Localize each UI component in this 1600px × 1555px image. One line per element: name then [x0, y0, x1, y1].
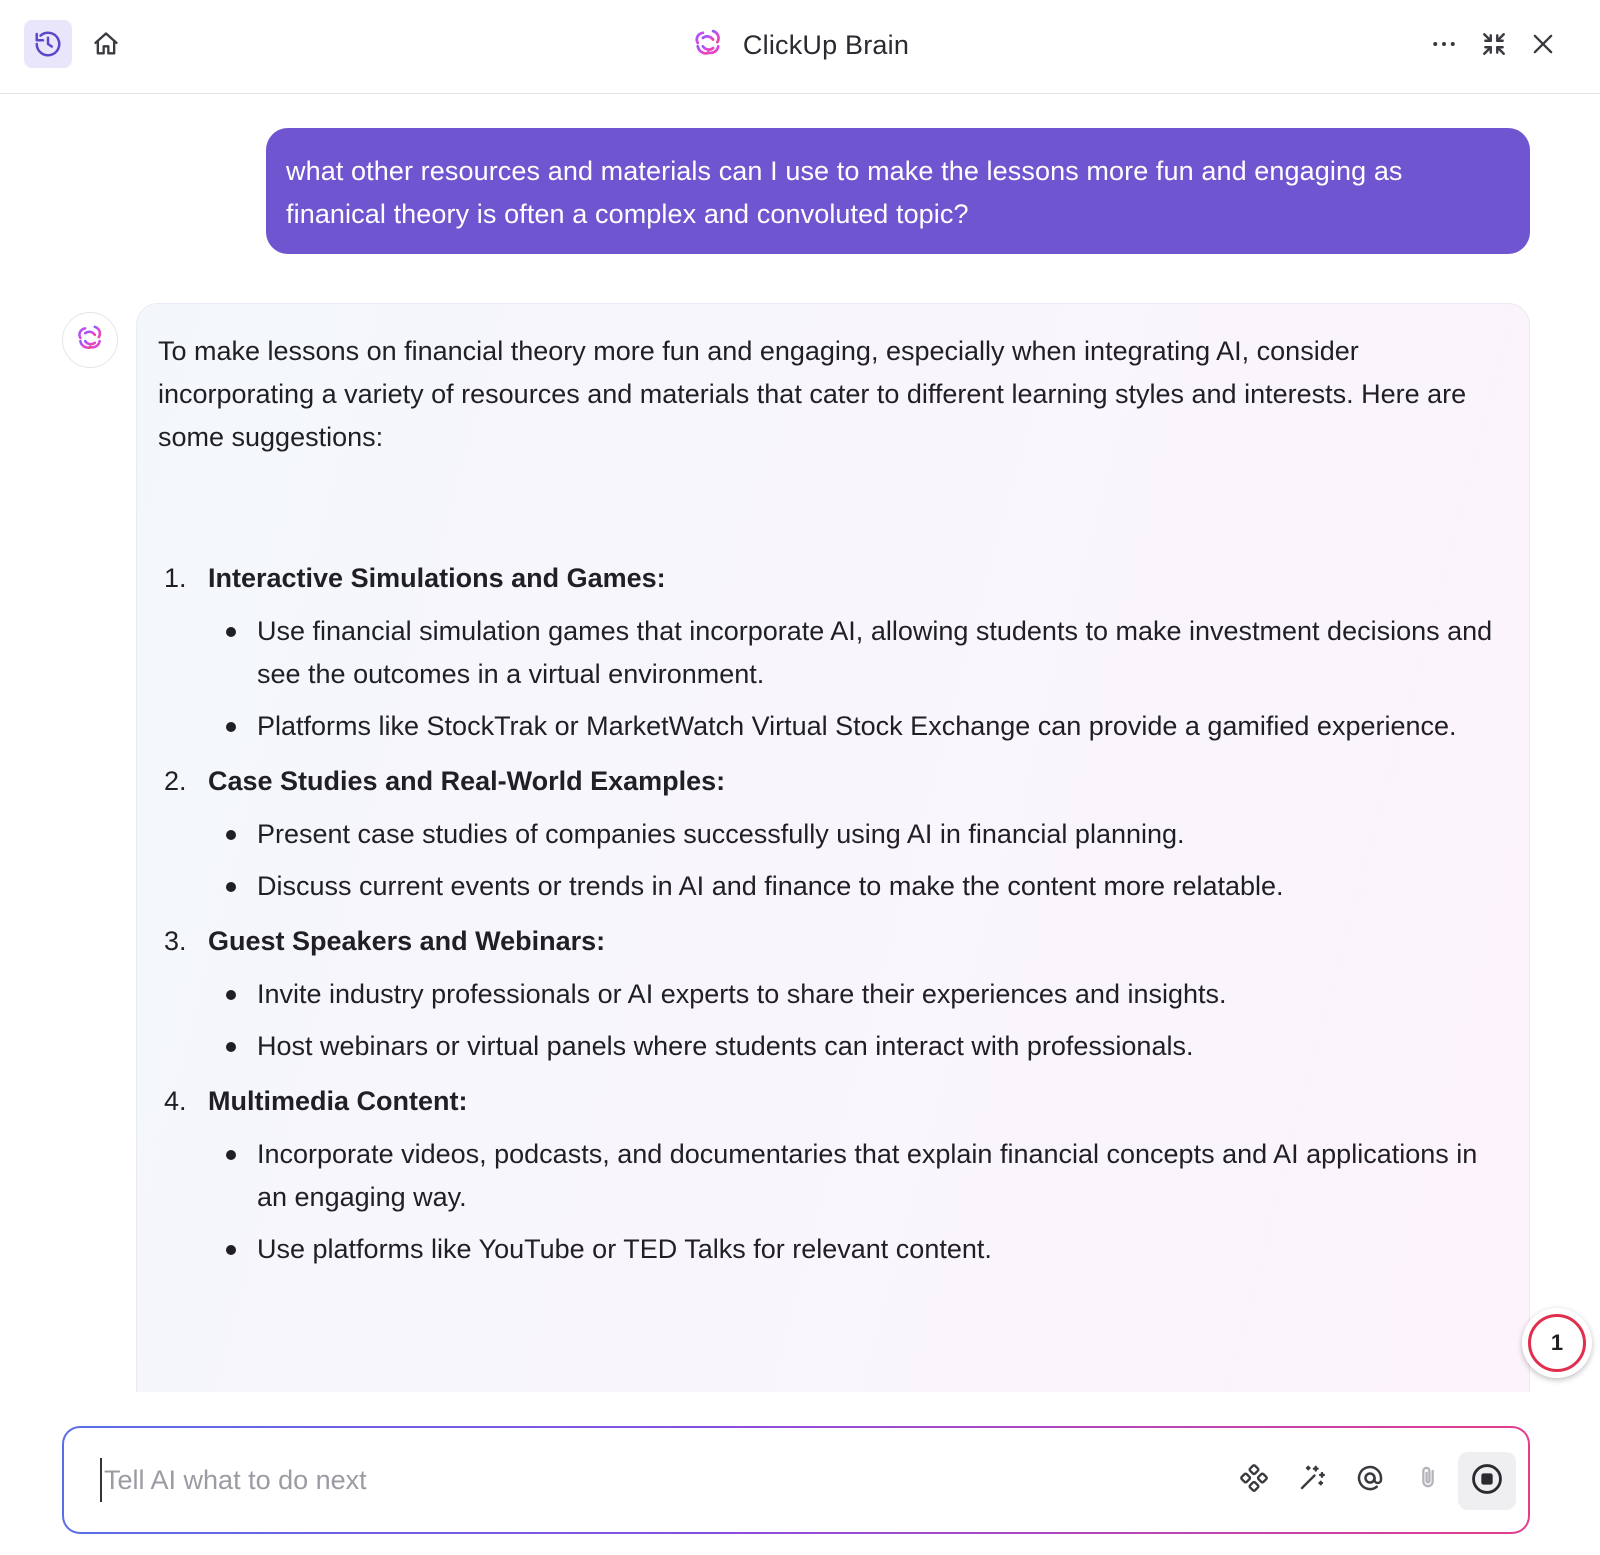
counter-value: 1 [1550, 1330, 1564, 1355]
ai-response-card [136, 303, 1530, 1392]
section-title: Guest Speakers and Webinars: [208, 925, 606, 956]
stop-generating-button[interactable] [1458, 1452, 1516, 1510]
bullet-dot-icon [226, 722, 236, 732]
section-title: Multimedia Content: [208, 1085, 468, 1116]
list-item [208, 813, 1507, 856]
attach-button[interactable] [1408, 1460, 1448, 1500]
bullet-list [158, 1133, 1507, 1271]
chat-thread[interactable] [0, 95, 1600, 1392]
section-heading [158, 917, 1507, 965]
sparkles-icon [1297, 1463, 1327, 1498]
list-item-text: Host webinars or virtual panels where students can interact with professionals. [257, 1031, 1194, 1061]
bullet-dot-icon [226, 990, 236, 1000]
list-item [208, 1133, 1507, 1219]
window-title [0, 24, 1600, 66]
section-heading [158, 757, 1507, 805]
user-message-text: what other resources and materials can I use to make the lessons more fun and engaging as finanical theory is often a complex and convoluted topic? [286, 156, 1403, 229]
suggestion-section [158, 1077, 1507, 1271]
section-title: Interactive Simulations and Games: [208, 562, 666, 593]
suggestion-section [158, 757, 1507, 908]
mention-button[interactable] [1350, 1460, 1390, 1500]
collapse-button[interactable] [1470, 20, 1518, 68]
list-item [208, 1025, 1507, 1068]
bullet-dot-icon [226, 1245, 236, 1255]
section-number: 3. [164, 925, 187, 956]
prompt-input-inner [64, 1428, 1528, 1532]
bullet-dot-icon [226, 882, 236, 892]
collapse-icon [1481, 31, 1507, 57]
bullet-dot-icon [226, 1042, 236, 1052]
close-button[interactable] [1519, 20, 1567, 68]
spacer [158, 503, 1507, 546]
notification-counter-button[interactable] [1522, 1308, 1592, 1378]
list-item-text: Invite industry professionals or AI experts to share their experiences and insights. [257, 979, 1227, 1009]
bullet-dot-icon [226, 627, 236, 637]
list-item-text: Incorporate videos, podcasts, and documentaries that explain financial concepts and AI applications in an engaging way. [257, 1139, 1478, 1212]
ai-avatar [62, 312, 118, 368]
ai-enhance-button[interactable] [1292, 1460, 1332, 1500]
list-item [208, 1228, 1507, 1271]
prompt-input[interactable] [100, 1458, 1160, 1502]
bullet-dot-icon [226, 1150, 236, 1160]
bullet-list [158, 610, 1507, 748]
bullet-dot-icon [226, 830, 236, 840]
attachment-icon [1414, 1464, 1442, 1497]
section-number: 2. [164, 765, 187, 796]
list-item-text: Present case studies of companies successfully using AI in financial planning. [257, 819, 1185, 849]
prompt-input-container [62, 1426, 1530, 1534]
section-number: 1. [164, 562, 187, 593]
list-item-text: Discuss current events or trends in AI and finance to make the content more relatable. [257, 871, 1284, 901]
bullet-list [158, 813, 1507, 908]
close-icon [1529, 30, 1557, 58]
section-heading [158, 1077, 1507, 1125]
list-item-text: Use platforms like YouTube or TED Talks for relevant content. [257, 1234, 992, 1264]
integrations-button[interactable] [1234, 1460, 1274, 1500]
counter-badge [1528, 1314, 1586, 1372]
clickup-brain-logo-icon [691, 26, 725, 65]
list-item [208, 865, 1507, 908]
header [0, 0, 1600, 94]
section-number: 4. [164, 1085, 187, 1116]
suggestion-section [158, 554, 1507, 748]
title-text: ClickUp Brain [742, 29, 910, 60]
suggestion-section [158, 917, 1507, 1068]
section-title: Case Studies and Real-World Examples: [208, 765, 726, 796]
ai-response-intro: To make lessons on financial theory more fun and engaging, especially when integrating AI, consider incorporating a variety of resources and materials that cater to different learning styles and interests. Here are some suggestions: [158, 336, 1467, 452]
list-item [208, 973, 1507, 1016]
more-options-button[interactable] [1420, 20, 1468, 68]
stop-icon [1470, 1462, 1504, 1501]
list-item [208, 705, 1507, 748]
list-item-text: Use financial simulation games that incorporate AI, allowing students to make investment decisions and see the outcomes in a virtual environment. [257, 616, 1493, 689]
integrations-icon [1239, 1463, 1269, 1498]
section-heading [158, 554, 1507, 602]
user-message-bubble [266, 128, 1530, 254]
mention-icon [1355, 1463, 1385, 1498]
clickup-brain-avatar-icon [74, 322, 106, 359]
bullet-list [158, 973, 1507, 1068]
list-item-text: Platforms like StockTrak or MarketWatch Virtual Stock Exchange can provide a gamified experience. [257, 711, 1457, 741]
more-horizontal-icon [1429, 29, 1459, 59]
list-item [208, 610, 1507, 696]
